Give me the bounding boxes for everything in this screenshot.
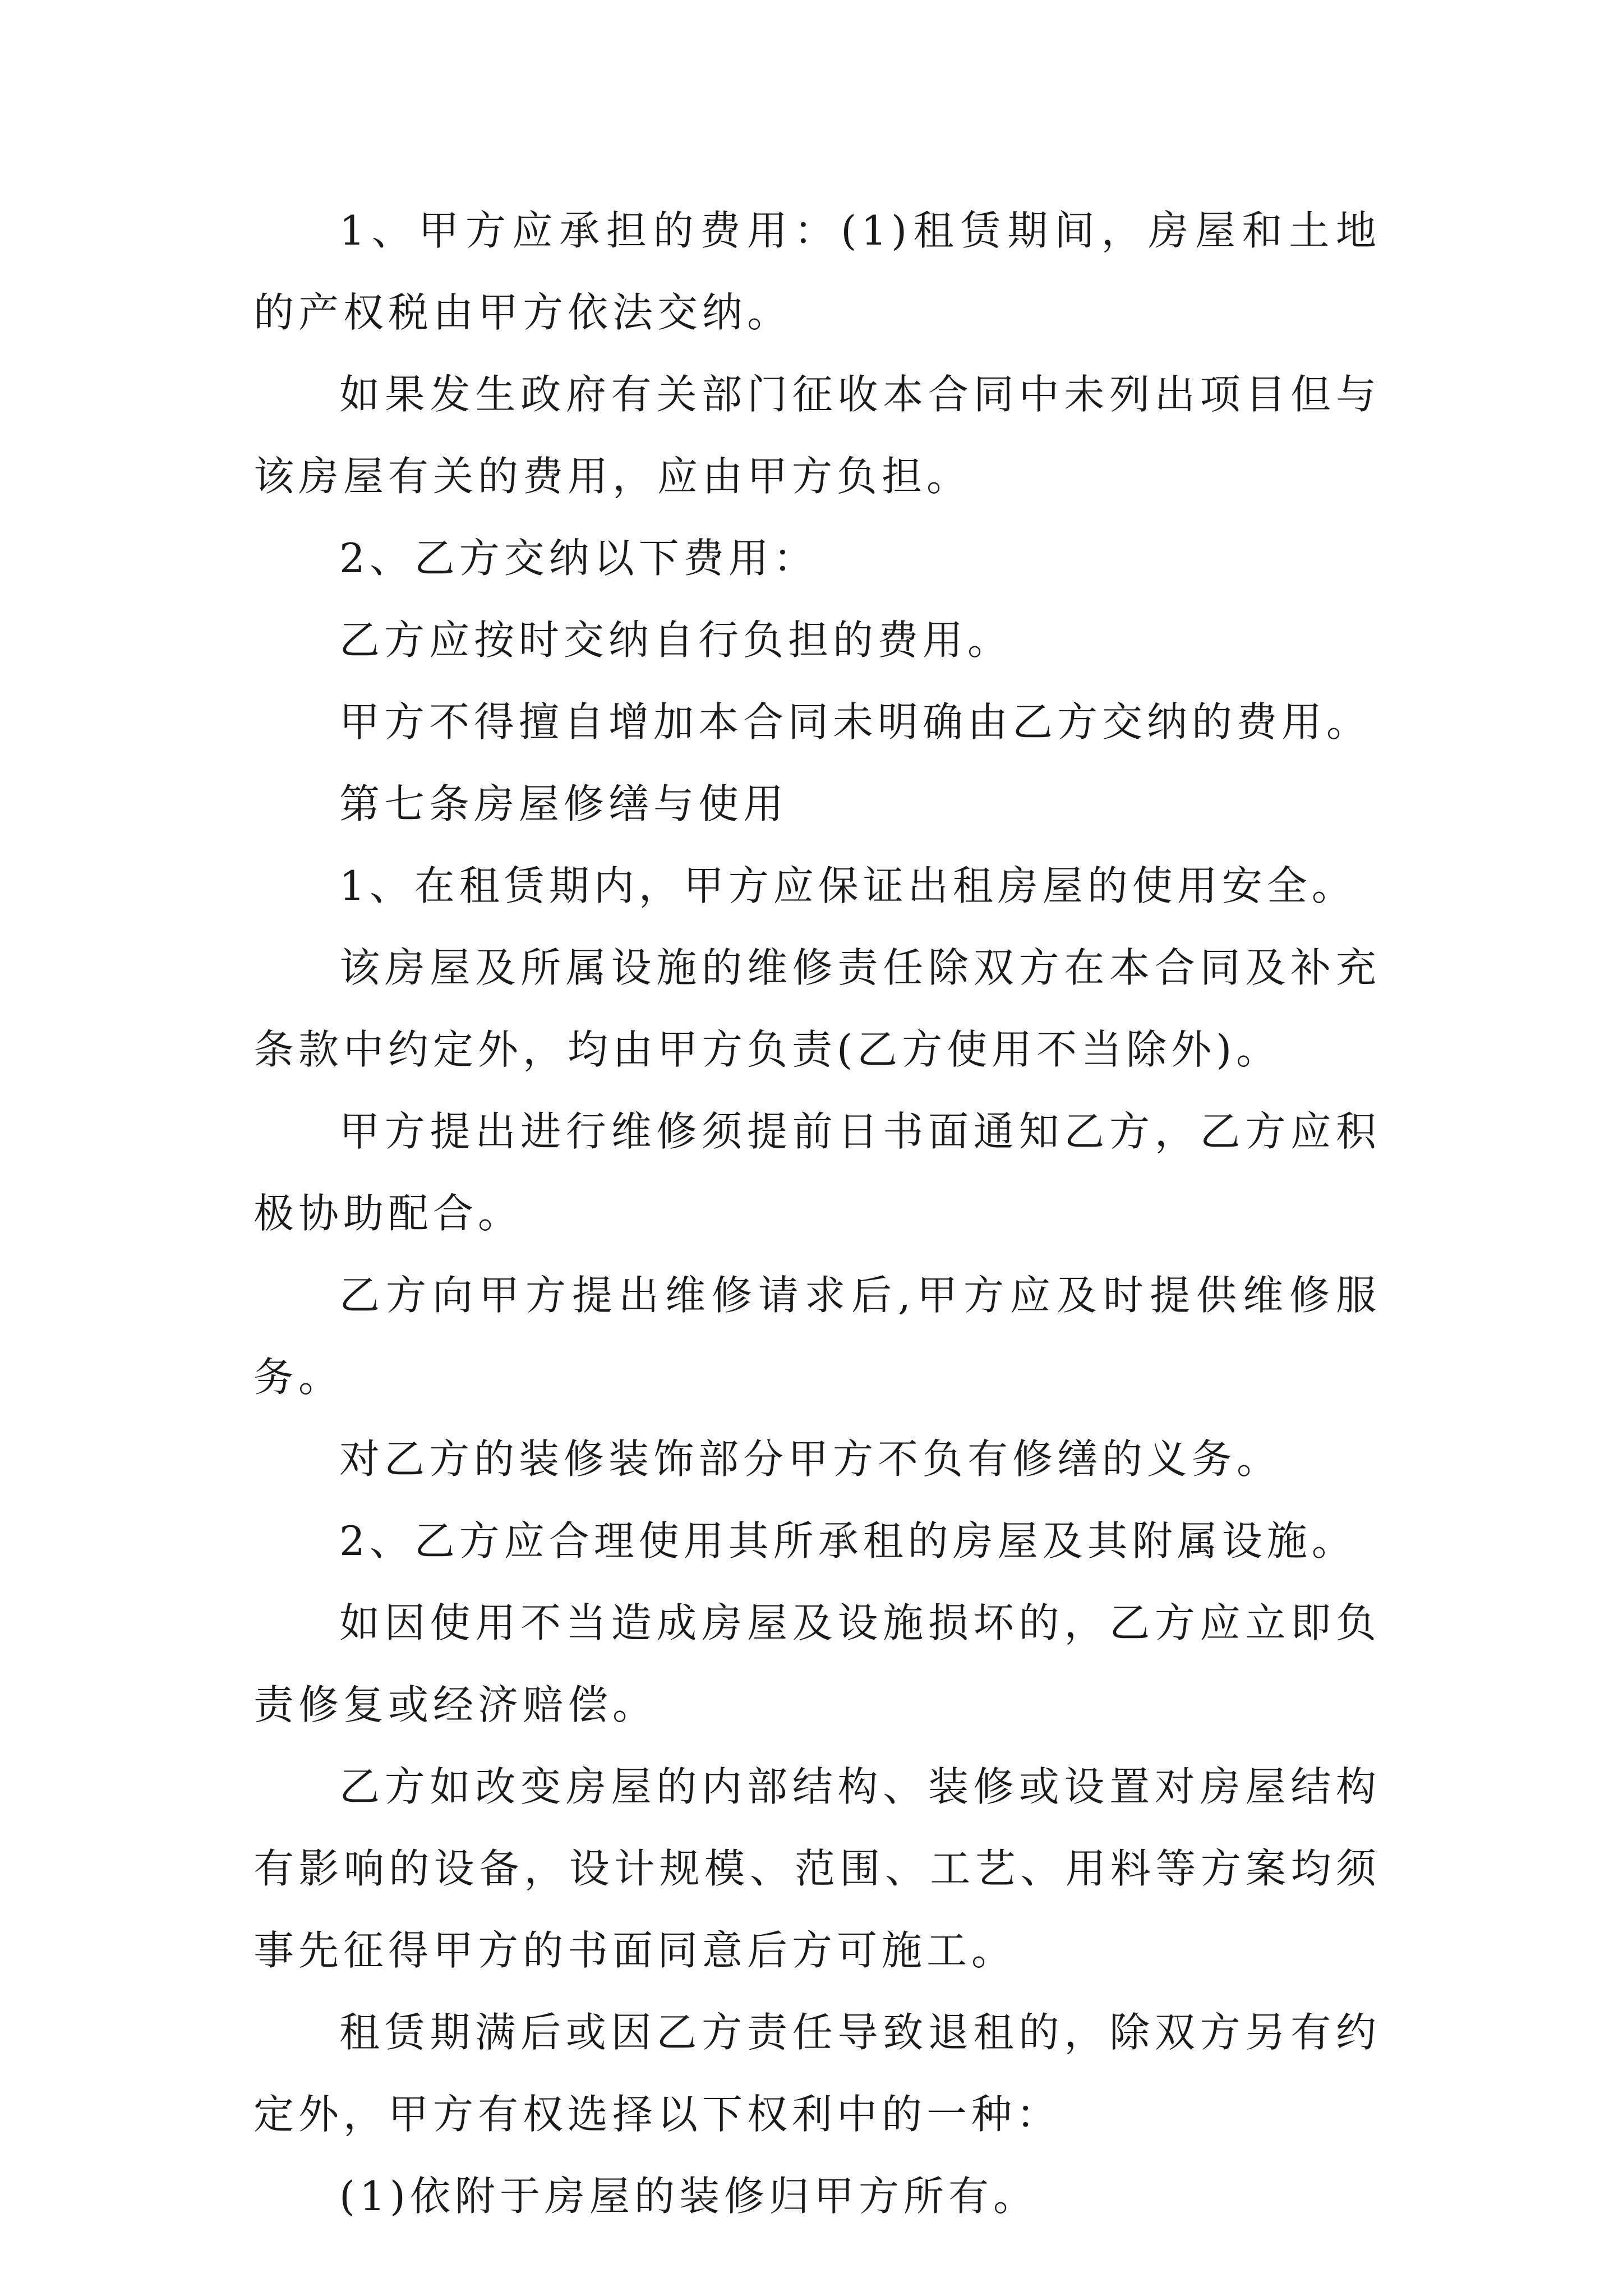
paragraph: 2、乙方交纳以下费用： [339,535,818,582]
paragraph: 该房屋及所属设施的维修责任除双方在本合同及补充条款中约定外，均由甲方负责(乙方使用不当除外)。 [253,944,1381,1073]
paragraph: 乙方向甲方提出维修请求后,甲方应及时提供维修服务。 [253,1272,1381,1401]
paragraph: 如果发生政府有关部门征收本合同中未列出项目但与该房屋有关的费用，应由甲方负担。 [253,371,1381,500]
paragraph: 甲方不得擅自增加本合同未明确由乙方交纳的费用。 [339,698,1372,746]
section-heading: 第七条房屋修缮与使用 [339,780,789,827]
paragraph: 乙方应按时交纳自行负担的费用。 [339,616,1013,664]
paragraph: (1)依附于房屋的装修归甲方所有。 [339,2173,1038,2220]
paragraph: 如因使用不当造成房屋及设施损坏的，乙方应立即负责修复或经济赔偿。 [253,1599,1381,1728]
paragraph: 甲方提出进行维修须提前日书面通知乙方，乙方应积极协助配合。 [253,1108,1381,1237]
paragraph: 租赁期满后或因乙方责任导致退租的，除双方另有约定外，甲方有权选择以下权利中的一种： [253,2009,1381,2138]
paragraph: 2、乙方应合理使用其所承租的房屋及其附属设施。 [339,1517,1357,1565]
paragraph: 乙方如改变房屋的内部结构、装修或设置对房屋结构有影响的设备，设计规模、范围、工艺、用料等方案均须事先征得甲方的书面同意后方可施工。 [253,1763,1381,1974]
paragraph: 1、甲方应承担的费用：(1)租赁期间，房屋和土地的产权税由甲方依法交纳。 [253,207,1381,336]
document-body [253,190,1381,2237]
paragraph: 对乙方的装修装饰部分甲方不负有修缮的义务。 [339,1435,1282,1483]
paragraph: 1、在租赁期内，甲方应保证出租房屋的使用安全。 [339,862,1357,909]
